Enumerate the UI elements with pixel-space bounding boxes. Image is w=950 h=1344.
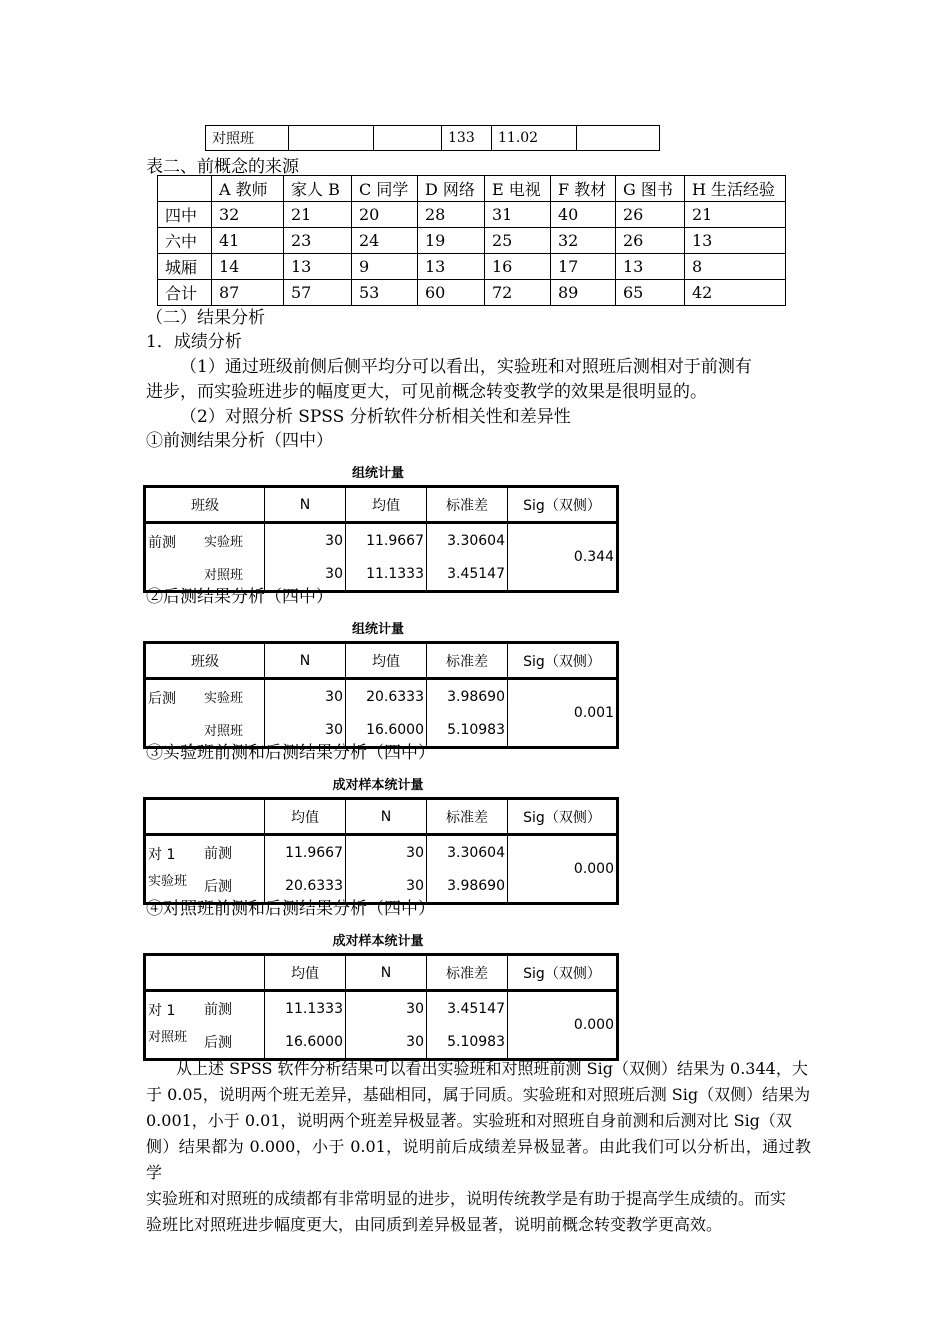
section-heading: （二）结果分析: [146, 308, 265, 328]
cell: 16: [485, 254, 551, 280]
cell: 26: [616, 228, 685, 254]
cell: 21: [685, 202, 786, 228]
header-cell: H 生活经验: [685, 176, 786, 202]
cell: 13: [685, 228, 786, 254]
cell: 32: [551, 228, 616, 254]
header-cell: 班级: [145, 487, 265, 523]
caption: ①前测结果分析（四中）: [146, 431, 333, 451]
cell-n: 30: [346, 991, 427, 1026]
cell-mean: 16.6000: [265, 1025, 346, 1060]
pair-label: 对 1: [148, 1003, 176, 1019]
cell-n: 30: [265, 557, 346, 592]
header-cell: E 电视: [485, 176, 551, 202]
row-label: 前测: [204, 1001, 232, 1018]
header-cell: A 教师: [212, 176, 284, 202]
cell-mean: 20.6333: [346, 679, 427, 714]
spss-table-pretest: [143, 485, 619, 593]
cell: 13: [418, 254, 485, 280]
header-cell: 均值: [346, 643, 427, 679]
table-row: [158, 280, 786, 306]
paragraph-line: 从上述 SPSS 软件分析结果可以看出实验班和对照班前测 Sig（双侧）结果为 0.344，大: [176, 1059, 808, 1078]
row-group-label: 前测: [145, 523, 203, 592]
cell: [374, 126, 442, 151]
cell-sd: 3.45147: [427, 991, 508, 1026]
cell: 17: [551, 254, 616, 280]
header-cell: N: [346, 799, 427, 835]
table-row: [145, 523, 618, 558]
cell: 9: [352, 254, 418, 280]
row-group-label: [145, 835, 203, 904]
cell: 25: [485, 228, 551, 254]
cell-sd: 3.30604: [427, 835, 508, 870]
header-cell: 均值: [346, 487, 427, 523]
cell-sd: 3.30604: [427, 523, 508, 558]
row-label: 实验班: [204, 691, 244, 706]
table-header-row: [145, 799, 618, 835]
header-cell: D 网络: [418, 176, 485, 202]
header-cell: [145, 799, 265, 835]
cell-sd: 3.45147: [427, 557, 508, 592]
sig-value: 0.001: [508, 679, 618, 748]
row-label: 对照班: [206, 126, 289, 151]
header-cell: N: [346, 955, 427, 991]
cell-n: 30: [265, 679, 346, 714]
caption: ②后测结果分析（四中）: [146, 587, 333, 607]
cell: [289, 126, 374, 151]
table-header-row: [158, 176, 786, 202]
cell-sd: 5.10983: [427, 1025, 508, 1060]
cell: 26: [616, 202, 685, 228]
row-label: 对照班: [202, 557, 265, 592]
table-row: [158, 228, 786, 254]
paragraph-line: 侧）结果都为 0.000，小于 0.01，说明前后成绩差异极显著。由此我们可以分析出，通过教学: [146, 1137, 811, 1182]
cell-mean: 11.1333: [265, 991, 346, 1026]
row-label: 后测: [202, 869, 265, 904]
row-label: 对照班: [202, 713, 265, 748]
cell: 87: [212, 280, 284, 306]
header-cell: N: [265, 643, 346, 679]
paragraph-line: 于 0.05，说明两个班无差异，基础相同，属于同质。实验班和对照班后测 Sig（双侧）结果为: [146, 1085, 811, 1104]
table-header-row: [145, 955, 618, 991]
header-cell: 家人 B: [284, 176, 352, 202]
row-group-label: [145, 991, 203, 1060]
cell: 65: [616, 280, 685, 306]
header-cell: 班级: [145, 643, 265, 679]
cell-sd: 3.98690: [427, 679, 508, 714]
table-row: [145, 679, 618, 714]
header-cell: Sig（双侧）: [508, 487, 618, 523]
cell: 57: [284, 280, 352, 306]
row-label: 后测: [202, 1025, 265, 1060]
cell: 40: [551, 202, 616, 228]
cell: 32: [212, 202, 284, 228]
paragraph-line: （2）对照分析 SPSS 分析软件分析相关性和差异性: [180, 407, 571, 427]
row-label: 城厢: [158, 254, 212, 280]
header-cell: [158, 176, 212, 202]
table-row: [158, 202, 786, 228]
group-label: 实验班: [148, 874, 188, 889]
header-cell: Sig（双侧）: [508, 799, 618, 835]
cell-sd: 3.98690: [427, 869, 508, 904]
table2: [157, 175, 786, 306]
cell-n: 30: [346, 869, 427, 904]
table-row: [145, 835, 618, 870]
paragraph-line: 实验班和对照班的成绩都有非常明显的进步，说明传统教学是有助于提高学生成绩的。而实: [146, 1189, 787, 1208]
spss-table-posttest: [143, 641, 619, 749]
header-cell: C 同学: [352, 176, 418, 202]
cell: 20: [352, 202, 418, 228]
cell: 8: [685, 254, 786, 280]
header-cell: 均值: [265, 955, 346, 991]
cell: 41: [212, 228, 284, 254]
header-cell: 均值: [265, 799, 346, 835]
table-header-row: [145, 643, 618, 679]
spss-title: 组统计量: [351, 622, 404, 637]
cell: 60: [418, 280, 485, 306]
header-cell: 标准差: [427, 487, 508, 523]
table-row: [206, 126, 660, 151]
paragraph-line: 0.001，小于 0.01，说明两个班差异极显著。实验班和对照班自身前测和后测对比 Sig（双: [146, 1111, 792, 1130]
cell: [577, 126, 660, 151]
table-row: [158, 254, 786, 280]
caption: ④对照班前测和后测结果分析（四中）: [146, 899, 435, 919]
cell-n: 30: [265, 713, 346, 748]
row-group-label: 后测: [145, 679, 203, 748]
row-label: 实验班: [204, 535, 244, 550]
paragraph-line: 验班比对照班进步幅度更大，由同质到差异极显著，说明前概念转变教学更高效。: [146, 1215, 723, 1234]
cell-sd: 5.10983: [427, 713, 508, 748]
conclusion-paragraph: [146, 1056, 811, 1238]
subsection-heading: 1．成绩分析: [146, 332, 242, 352]
header-cell: Sig（双侧）: [508, 955, 618, 991]
top-partial-table: [205, 125, 660, 151]
spss-title: 组统计量: [351, 466, 404, 481]
row-label: 四中: [158, 202, 212, 228]
table-row: [145, 991, 618, 1026]
sig-value: 0.344: [508, 523, 618, 592]
row-label: 合计: [158, 280, 212, 306]
paragraph-line: 进步，而实验班进步的幅度更大，可见前概念转变教学的效果是很明显的。: [146, 382, 707, 402]
spss-table-control-paired: [143, 953, 619, 1061]
paragraph-line: （1）通过班级前侧后侧平均分可以看出，实验班和对照班后测相对于前测有: [180, 357, 752, 377]
header-cell: G 图书: [616, 176, 685, 202]
cell: 13: [616, 254, 685, 280]
header-cell: N: [265, 487, 346, 523]
spss-table-experimental-paired: [143, 797, 619, 905]
sig-value: 0.000: [508, 991, 618, 1060]
sig-value: 0.000: [508, 835, 618, 904]
header-cell: Sig（双侧）: [508, 643, 618, 679]
caption: ③实验班前测和后测结果分析（四中）: [146, 743, 435, 763]
cell: 89: [551, 280, 616, 306]
cell-mean: 11.9667: [265, 835, 346, 870]
cell: 72: [485, 280, 551, 306]
table2-title: 表二、前概念的来源: [146, 157, 299, 177]
cell: 31: [485, 202, 551, 228]
cell-mean: 11.1333: [346, 557, 427, 592]
cell-n: 133: [442, 126, 492, 151]
cell: 14: [212, 254, 284, 280]
header-cell: 标准差: [427, 799, 508, 835]
row-label: 前测: [204, 845, 232, 862]
cell: 23: [284, 228, 352, 254]
cell-n: 30: [265, 523, 346, 558]
cell: 28: [418, 202, 485, 228]
spss-title: 成对样本统计量: [332, 934, 424, 949]
header-cell: [145, 955, 265, 991]
cell-mean: 16.6000: [346, 713, 427, 748]
header-cell: 标准差: [427, 955, 508, 991]
header-cell: 标准差: [427, 643, 508, 679]
cell: 53: [352, 280, 418, 306]
cell: 24: [352, 228, 418, 254]
spss-title: 成对样本统计量: [332, 778, 424, 793]
pair-label: 对 1: [148, 847, 176, 863]
row-label: 六中: [158, 228, 212, 254]
cell-mean: 11.9667: [346, 523, 427, 558]
cell-n: 30: [346, 1025, 427, 1060]
cell: 13: [284, 254, 352, 280]
cell: 19: [418, 228, 485, 254]
table-header-row: [145, 487, 618, 523]
group-label: 对照班: [148, 1030, 188, 1045]
cell: 21: [284, 202, 352, 228]
cell: 42: [685, 280, 786, 306]
cell-mean: 20.6333: [265, 869, 346, 904]
cell-mean: 11.02: [492, 126, 577, 151]
header-cell: F 教材: [551, 176, 616, 202]
cell-n: 30: [346, 835, 427, 870]
